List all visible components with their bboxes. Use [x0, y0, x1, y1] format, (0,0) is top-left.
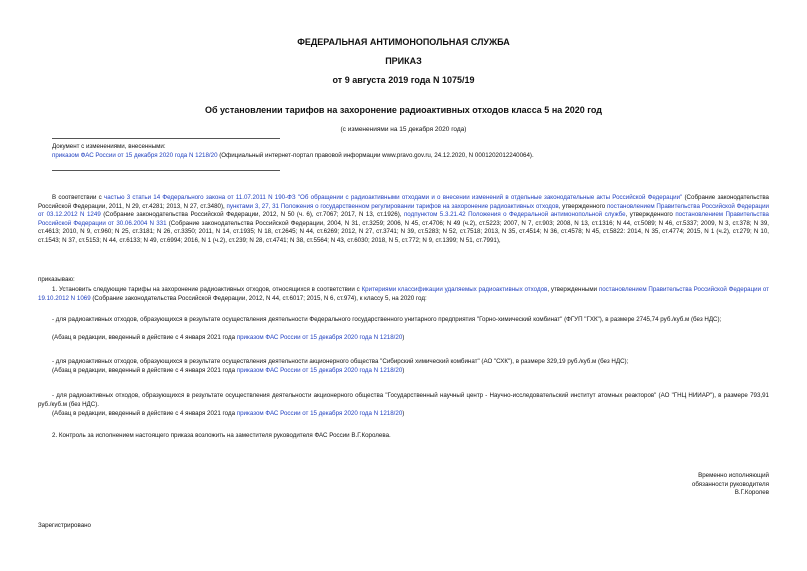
item-1 — [38, 286, 769, 303]
preamble-text: (Собрание законодательства Российской Федерации, 2004, N 31, ст.3259; 2006, N 45, ст.4706; N 49 (ч.2), ст.5223; 2007, N 7, ст.903; 2008, N 13, ст.1316; N 44, ст.5089; N 46, ст.5337; 2009, N 3, ст.378; N 39, ст.4613; 2010, N 9, ст.960; N 25, ст.3181; N 26, ст.3350; 2011, N 14, ст.1935; N 18, ст.2645; N 44, ст.6269; 2012, N 27, ст.3741; N 39, ст.5283; N 52, ст.7518; 2013, N 35, ст.4514; N 36, ст.4578; N 45, ст.5822: 2014, N 35, ст.4774; 2015, N 1 (ч.2), ст.279; N 10, ст.1543; N 37, ст.5153; N 44, ст.6133; N 49, ст.6994; 2016, N 1 (ч.2), ст.239; N 28, ст.4741; N 38, ст.5564; N 43, ст.6030; 2018, N 5, ст.772; N 9, ст.1399; N 51, ст.7991), — [38, 219, 769, 244]
registered-label: Зарегистрировано — [38, 522, 91, 529]
changes-box — [52, 143, 752, 160]
changes-link[interactable]: приказом ФАС России от 15 декабря 2020 года N 1218/20 — [52, 151, 218, 159]
note-text: (Абзац в редакции, введенный в действие с 4 января 2021 года — [52, 410, 237, 417]
changes-bottom-rule — [52, 170, 280, 171]
regulation-points-link[interactable]: пунктами 3, 27, 31 Положения о государственном регулировании тарифов на захоронение радиоактивных отходов — [226, 202, 559, 210]
preamble-text: (Собрание законодательства Российской Федерации, 2011, N 29, ст.4281; 2013, N 27, ст.3480), — [38, 194, 769, 210]
changes-top-rule — [52, 138, 280, 139]
tariff-note — [52, 410, 404, 419]
preamble-paragraph — [38, 194, 769, 246]
note-text: (Абзац в редакции, введенный в действие с 4 января 2021 года — [52, 367, 237, 374]
decree-1069-link[interactable]: постановлением Правительства Российской Федерации от 19.10.2012 N 1069 — [38, 286, 769, 302]
note-text: ) — [402, 410, 405, 417]
fas-statute-link[interactable]: подпунктом 5.3.21.42 Положения о Федеральной антимонопольной службе — [403, 211, 626, 219]
doc-date-number: от 9 августа 2019 года N 1075/19 — [332, 75, 475, 85]
note-text: (Абзац в редакции, введенный в действие с 4 января 2021 года — [52, 334, 237, 341]
decree-331-link[interactable]: постановлением Правительства Российской Федерации от 30.06.2004 N 331 — [38, 211, 769, 227]
tariff-note — [52, 367, 404, 376]
amendment-link[interactable]: приказом ФАС России от 15 декабря 2020 года N 1218/20 — [236, 334, 403, 341]
preamble-text: В соответствии с — [52, 194, 105, 201]
law-190fz-link[interactable]: частью 3 статьи 14 Федерального закона от 11.07.2011 N 190-ФЗ "Об обращении с радиоактивными отходами и о внесении изменений в отдельные законодательные акты Российской Федерации" — [104, 194, 683, 201]
doc-type: ПРИКАЗ — [385, 56, 422, 66]
signature-block — [692, 472, 769, 498]
note-text: ) — [402, 367, 405, 374]
amendment-link[interactable]: приказом ФАС России от 15 декабря 2020 года N 1218/20 — [236, 410, 403, 417]
signature-line-1: Временно исполняющий — [698, 472, 769, 479]
amendment-link[interactable]: приказом ФАС России от 15 декабря 2020 года N 1218/20 — [236, 367, 403, 374]
doc-title: Об установлении тарифов на захоронение радиоактивных отходов класса 5 на 2020 год — [204, 105, 603, 115]
order-word: приказываю: — [38, 276, 75, 283]
tariff-item-niiar: - для радиоактивных отходов, образующихся в результате осуществления деятельности акционерного общества "Государственный научный центр - Научно-исследовательский институт атомных реакторов" (АО "ГНЦ НИИАР"), в размере 793,91 руб./куб.м (без НДС). — [38, 392, 769, 408]
item-2: 2. Контроль за исполнением настоящего приказа возложить на заместителя руководителя ФАС России В.Г.Королева. — [52, 432, 391, 439]
preamble-text: , утвержденного — [625, 211, 676, 219]
agency-name: ФЕДЕРАЛЬНАЯ АНТИМОНОПОЛЬНАЯ СЛУЖБА — [297, 37, 510, 47]
revision-note: (с изменениями на 15 декабря 2020 года) — [340, 126, 467, 133]
classification-criteria-link[interactable]: Критериями классификации удаляемых радиоактивных отходов — [361, 286, 548, 293]
changes-rest: (Официальный интернет-портал правовой информации www.pravo.gov.ru, 24.12.2020, N 0001202012240064). — [217, 151, 534, 159]
decree-1249-link[interactable]: постановлением Правительства Российской Федерации от 03.12.2012 N 1249 — [38, 202, 770, 219]
changes-line — [52, 152, 752, 161]
preamble-text: , утвержденного — [558, 202, 607, 210]
signature-name: В.Г.Королев — [734, 489, 769, 497]
tariff-item-gkhk: - для радиоактивных отходов, образующихся в результате осуществления деятельности Федерального государственного унитарного предприятия "Горно-химический комбинат" (ФГУП "ГХК"), в размере 2745,74 руб./куб.м (без НДС); — [52, 316, 722, 323]
tariff-note — [52, 334, 404, 343]
changes-label: Документ с изменениями, внесенными: — [52, 143, 166, 150]
tariff-item-skhk: - для радиоактивных отходов, образующихся в результате осуществления деятельности акционерного общества "Сибирский химический комбинат" (АО "СХК"), в размере 329,19 руб./куб.м (без НДС); — [52, 358, 629, 365]
preamble-text: (Собрание законодательства Российской Федерации, 2012, N 50 (ч. 6), ст.7067; 2017, N 13, ст.1926), — [100, 211, 404, 219]
note-text: ) — [402, 334, 405, 341]
item-1-text: , утвержденными — [547, 286, 599, 293]
item-1-text: 1. Установить следующие тарифы на захоронение радиоактивных отходов, относящихся в соответствии с — [52, 286, 362, 293]
item-1-text: (Собрание законодательства Российской Федерации, 2012, N 44, ст.6017; 2015, N 6, ст.974), к классу 5, на 2020 год: — [90, 294, 427, 302]
signature-line-2: обязанности руководителя — [691, 480, 769, 488]
